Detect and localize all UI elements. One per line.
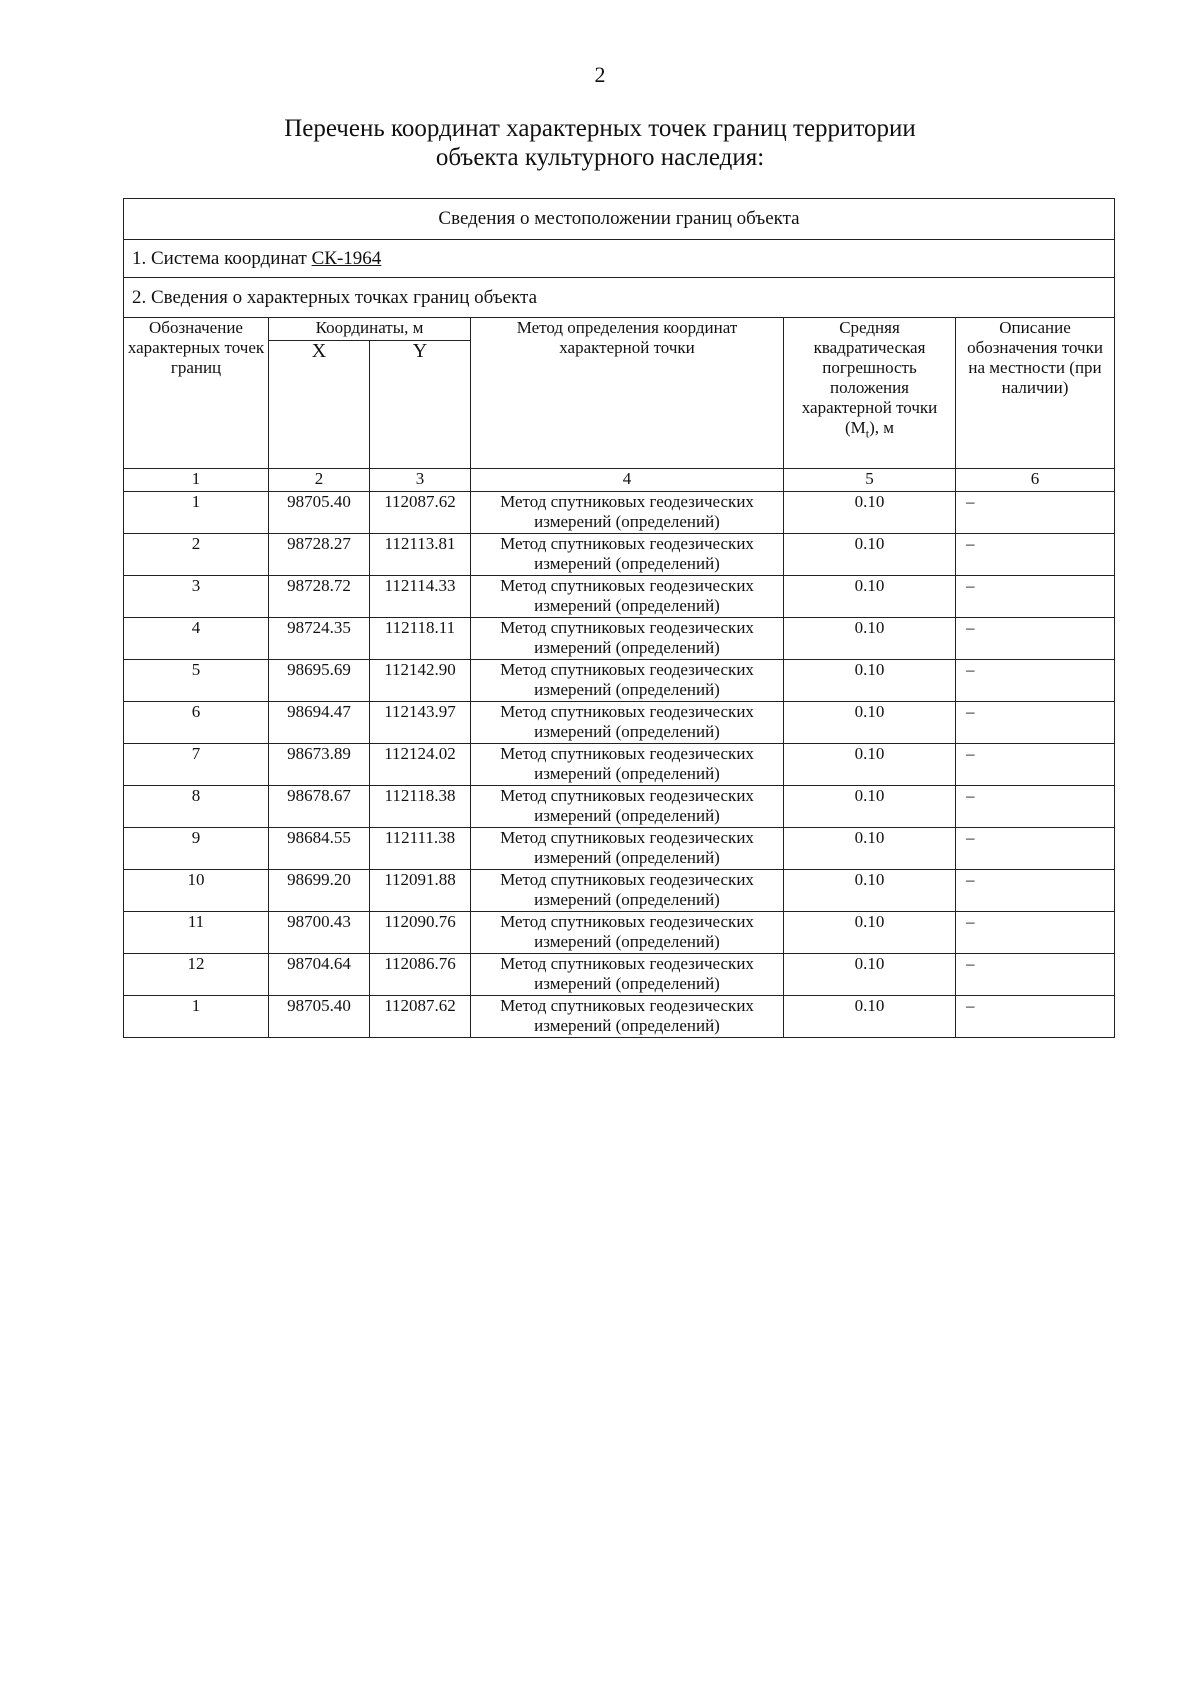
point-description: – bbox=[956, 576, 1115, 618]
point-description: – bbox=[956, 534, 1115, 576]
point-x: 98705.40 bbox=[269, 492, 370, 534]
point-accuracy: 0.10 bbox=[784, 576, 956, 618]
point-x: 98695.69 bbox=[269, 660, 370, 702]
point-method: Метод спутниковых геодезических измерений (определений) bbox=[471, 744, 784, 786]
point-id: 1 bbox=[124, 492, 269, 534]
title-line-2: объекта культурного наследия: bbox=[435, 144, 765, 171]
points-section-title: 2. Сведения о характерных точках границ объекта bbox=[124, 278, 1115, 318]
point-method: Метод спутниковых геодезических измерений (определений) bbox=[471, 618, 784, 660]
point-id: 12 bbox=[124, 954, 269, 996]
header-designation: Обозначение характерных точек границ bbox=[124, 318, 269, 469]
point-method: Метод спутниковых геодезических измерений (определений) bbox=[471, 870, 784, 912]
point-x: 98728.27 bbox=[269, 534, 370, 576]
point-x: 98673.89 bbox=[269, 744, 370, 786]
point-accuracy: 0.10 bbox=[784, 996, 956, 1038]
point-method: Метод спутниковых геодезических измерений (определений) bbox=[471, 576, 784, 618]
point-accuracy: 0.10 bbox=[784, 912, 956, 954]
table-row bbox=[124, 534, 1115, 576]
document-title bbox=[0, 114, 1200, 172]
point-accuracy: 0.10 bbox=[784, 534, 956, 576]
point-x: 98728.72 bbox=[269, 576, 370, 618]
coordinate-system bbox=[124, 240, 1115, 278]
point-accuracy: 0.10 bbox=[784, 870, 956, 912]
point-x: 98700.43 bbox=[269, 912, 370, 954]
column-number: 5 bbox=[784, 469, 956, 492]
point-method: Метод спутниковых геодезических измерений (определений) bbox=[471, 660, 784, 702]
section-title: Сведения о местоположении границ объекта bbox=[124, 199, 1115, 240]
coordinate-system-value: СК-1964 bbox=[311, 247, 382, 269]
point-method: Метод спутниковых геодезических измерений (определений) bbox=[471, 534, 784, 576]
point-id: 6 bbox=[124, 702, 269, 744]
table-row bbox=[124, 870, 1115, 912]
point-method: Метод спутниковых геодезических измерений (определений) bbox=[471, 828, 784, 870]
table-row bbox=[124, 912, 1115, 954]
point-method: Метод спутниковых геодезических измерений (определений) bbox=[471, 702, 784, 744]
point-id: 4 bbox=[124, 618, 269, 660]
point-y: 112143.97 bbox=[370, 702, 471, 744]
point-x: 98678.67 bbox=[269, 786, 370, 828]
column-number: 2 bbox=[269, 469, 370, 492]
point-y: 112114.33 bbox=[370, 576, 471, 618]
column-number: 6 bbox=[956, 469, 1115, 492]
point-accuracy: 0.10 bbox=[784, 702, 956, 744]
point-id: 8 bbox=[124, 786, 269, 828]
table-row bbox=[124, 576, 1115, 618]
page-number: 2 bbox=[594, 62, 606, 87]
table-row bbox=[124, 828, 1115, 870]
point-method: Метод спутниковых геодезических измерений (определений) bbox=[471, 786, 784, 828]
table-row bbox=[124, 618, 1115, 660]
point-description: – bbox=[956, 492, 1115, 534]
point-y: 112091.88 bbox=[370, 870, 471, 912]
point-y: 112087.62 bbox=[370, 996, 471, 1038]
point-id: 2 bbox=[124, 534, 269, 576]
point-description: – bbox=[956, 996, 1115, 1038]
point-y: 112124.02 bbox=[370, 744, 471, 786]
point-description: – bbox=[956, 702, 1115, 744]
point-id: 7 bbox=[124, 744, 269, 786]
point-x: 98694.47 bbox=[269, 702, 370, 744]
point-accuracy: 0.10 bbox=[784, 954, 956, 996]
header-accuracy bbox=[784, 318, 956, 469]
point-accuracy: 0.10 bbox=[784, 660, 956, 702]
point-method: Метод спутниковых геодезических измерений (определений) bbox=[471, 912, 784, 954]
header-coordinates: Координаты, м bbox=[269, 318, 471, 341]
point-description: – bbox=[956, 954, 1115, 996]
point-id: 10 bbox=[124, 870, 269, 912]
header-y: Y bbox=[370, 341, 471, 469]
table-row bbox=[124, 954, 1115, 996]
point-description: – bbox=[956, 618, 1115, 660]
point-x: 98684.55 bbox=[269, 828, 370, 870]
point-method: Метод спутниковых геодезических измерений (определений) bbox=[471, 996, 784, 1038]
point-accuracy: 0.10 bbox=[784, 786, 956, 828]
point-id: 1 bbox=[124, 996, 269, 1038]
column-number: 4 bbox=[471, 469, 784, 492]
point-x: 98699.20 bbox=[269, 870, 370, 912]
point-method: Метод спутниковых геодезических измерений (определений) bbox=[471, 954, 784, 996]
point-x: 98705.40 bbox=[269, 996, 370, 1038]
point-y: 112086.76 bbox=[370, 954, 471, 996]
header-x: X bbox=[269, 341, 370, 469]
column-numbers-row bbox=[124, 469, 1115, 492]
column-number: 3 bbox=[370, 469, 471, 492]
point-description: – bbox=[956, 870, 1115, 912]
column-number: 1 bbox=[124, 469, 269, 492]
header-description: Описание обозначения точки на местности (при наличии) bbox=[956, 318, 1115, 469]
table-row bbox=[124, 786, 1115, 828]
table-row bbox=[124, 492, 1115, 534]
header-accuracy-sub: t bbox=[865, 426, 870, 441]
point-y: 112111.38 bbox=[370, 828, 471, 870]
point-x: 98724.35 bbox=[269, 618, 370, 660]
point-id: 9 bbox=[124, 828, 269, 870]
point-id: 3 bbox=[124, 576, 269, 618]
point-x: 98704.64 bbox=[269, 954, 370, 996]
point-description: – bbox=[956, 744, 1115, 786]
point-description: – bbox=[956, 660, 1115, 702]
point-accuracy: 0.10 bbox=[784, 492, 956, 534]
point-method: Метод спутниковых геодезических измерений (определений) bbox=[471, 492, 784, 534]
table-row bbox=[124, 744, 1115, 786]
point-description: – bbox=[956, 912, 1115, 954]
header-method: Метод определения координат характерной точки bbox=[471, 318, 784, 469]
point-y: 112118.38 bbox=[370, 786, 471, 828]
table-row bbox=[124, 702, 1115, 744]
point-accuracy: 0.10 bbox=[784, 828, 956, 870]
point-id: 5 bbox=[124, 660, 269, 702]
point-accuracy: 0.10 bbox=[784, 618, 956, 660]
header-accuracy-text: Средняя квадратическая погрешность положения характерной точки (M bbox=[801, 318, 938, 437]
point-y: 112113.81 bbox=[370, 534, 471, 576]
point-y: 112087.62 bbox=[370, 492, 471, 534]
point-y: 112090.76 bbox=[370, 912, 471, 954]
point-y: 112142.90 bbox=[370, 660, 471, 702]
point-description: – bbox=[956, 786, 1115, 828]
boundary-points-table bbox=[123, 198, 1115, 1038]
header-accuracy-unit: ), м bbox=[869, 418, 895, 437]
title-line-1: Перечень координат характерных точек границ территории bbox=[284, 115, 916, 142]
point-y: 112118.11 bbox=[370, 618, 471, 660]
table-row bbox=[124, 660, 1115, 702]
point-description: – bbox=[956, 828, 1115, 870]
point-accuracy: 0.10 bbox=[784, 744, 956, 786]
point-id: 11 bbox=[124, 912, 269, 954]
table-row bbox=[124, 996, 1115, 1038]
coordinate-system-label: 1. Система координат bbox=[132, 247, 307, 269]
